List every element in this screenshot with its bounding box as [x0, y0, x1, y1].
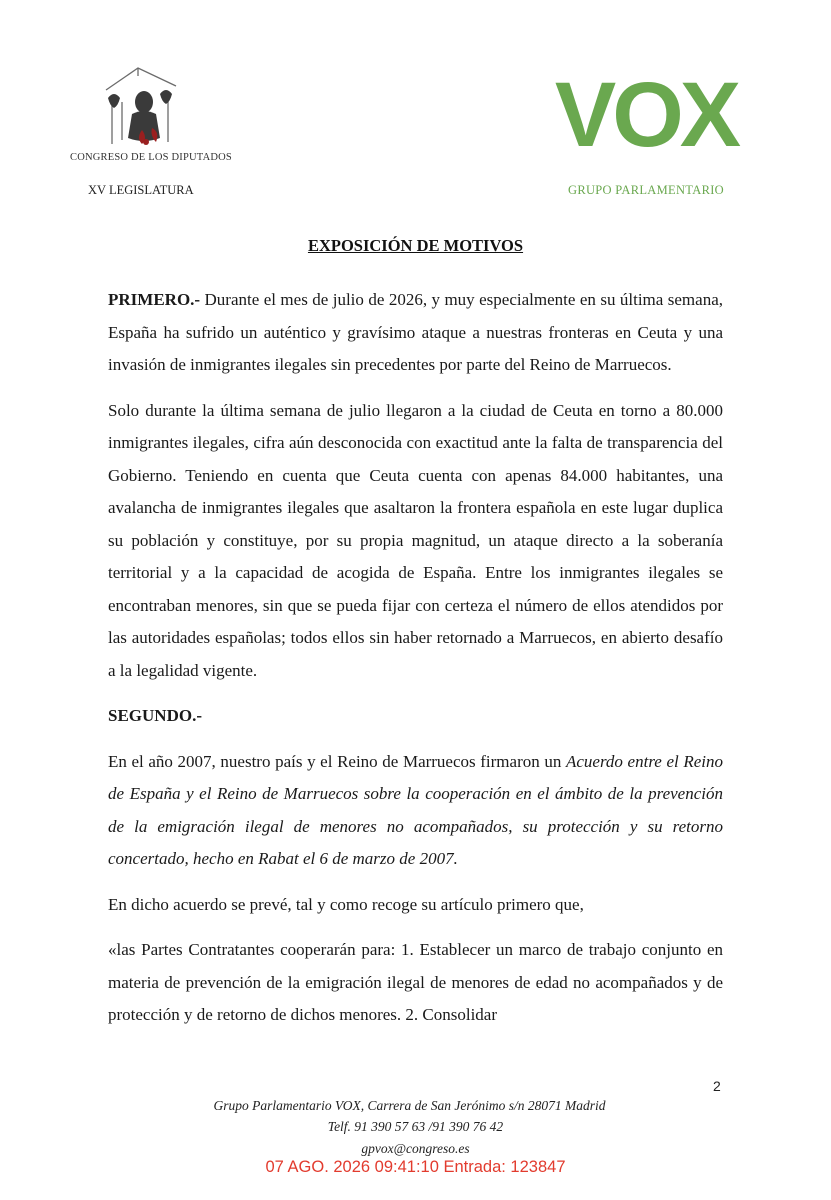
- congreso-logo-emblem: [98, 56, 198, 152]
- section-title-segundo: SEGUNDO.-: [108, 706, 202, 725]
- congreso-name: CONGRESO DE LOS DIPUTADOS: [70, 152, 232, 163]
- paragraph-primero: [108, 284, 723, 382]
- page-number: 2: [713, 1078, 721, 1094]
- section-title-primero: PRIMERO.-: [108, 290, 201, 309]
- agreement-title: Acuerdo entre el Reino de España y el Reino de Marruecos sobre la cooperación en el ámbito de la prevención de la emigración ilegal de menores no acompañados, su protección y su retorno concertado, hecho en Rabat el 6 de marzo de 2007.: [108, 751, 723, 868]
- primero-text: Durante el mes de julio de 2026, y muy especialmente en su última semana, España ha sufrido un auténtico y gravísimo ataque a nuestras fronteras en Ceuta y una invasión de inmigrantes ilegales sin precedentes por parte del Reino de Marruecos.: [108, 290, 723, 374]
- grupo-parlamentario-label: GRUPO PARLAMENTARIO: [568, 183, 724, 197]
- legislatura-label: XV LEGISLATURA: [88, 183, 194, 197]
- document-body: [108, 284, 723, 1045]
- footer-address: Grupo Parlamentario VOX, Carrera de San Jerónimo s/n 28071 Madrid: [213, 1098, 606, 1113]
- document-heading: EXPOSICIÓN DE MOTIVOS: [307, 236, 524, 255]
- paragraph-3: [108, 746, 723, 876]
- paragraph-2: Solo durante la última semana de julio llegaron a la ciudad de Ceuta en torno a 80.000 inmigrantes ilegales, cifra aún desconocida con exactitud ante la falta de transparencia del Gobierno. Teniendo en cuenta que Ceuta cuenta con apenas 84.000 habitantes, una avalancha de inmigrantes ilegales que asaltaron la frontera española en este lugar duplica su población y constituye, por su propia magnitud, un ataque directo a la soberanía territorial y a la capacidad de acogida de España. Entre los inmigrantes ilegales se encontraban menores, sin que se pueda fijar con certeza el número de ellos atendidos por las autoridades españolas; todos ellos sin haber retornado a Marruecos, en abierto desafío a la legalidad vigente.: [108, 400, 723, 680]
- paragraph-5: «las Partes Contratantes cooperarán para: 1. Establecer un marco de trabajo conjunto en materia de prevención de la emigración ilegal de menores de edad no acompañados y de protección y de retorno de dichos menores. 2. Consolidar: [108, 940, 723, 1024]
- footer-phone: Telf. 91 390 57 63 /91 390 76 42: [327, 1119, 504, 1134]
- vox-logo-text: VOX: [554, 64, 738, 166]
- registry-stamp: 07 AGO. 2026 09:41:10 Entrada: 123847: [265, 1158, 566, 1176]
- paragraph-3-start: En el año 2007, nuestro país y el Reino de Marruecos firmaron un: [108, 751, 566, 771]
- footer-email: gpvox@congreso.es: [361, 1141, 470, 1156]
- paragraph-4: En dicho acuerdo se prevé, tal y como recoge su artículo primero que,: [108, 894, 584, 914]
- vox-logo: [554, 64, 738, 166]
